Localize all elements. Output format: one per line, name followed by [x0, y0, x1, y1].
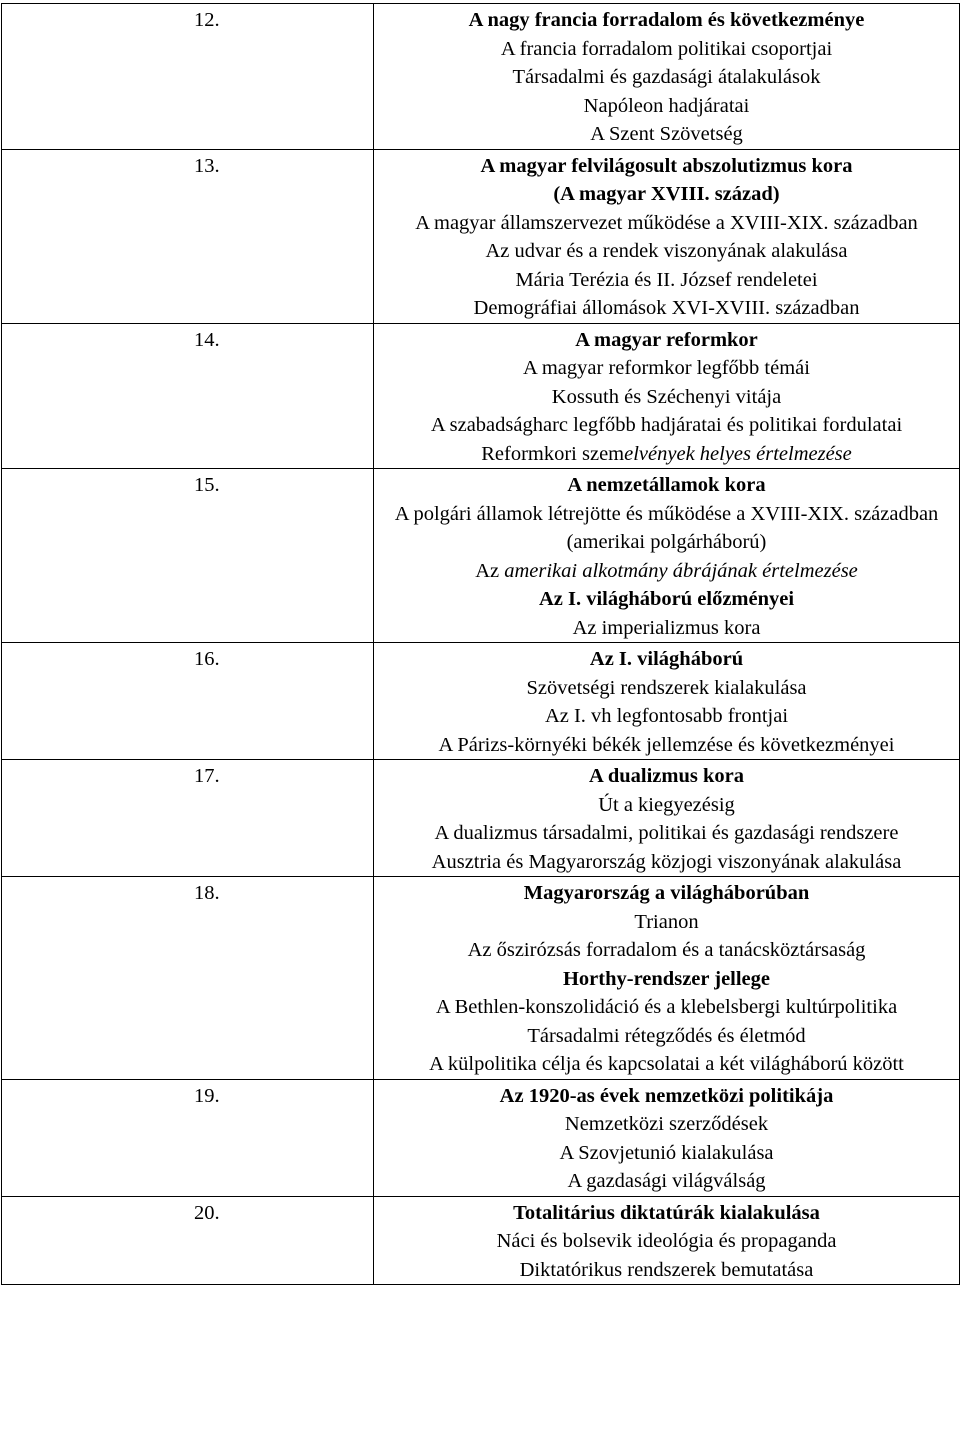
topic-subitem [388, 237, 945, 266]
topic-number: 14. [2, 323, 374, 469]
topic-subitem [388, 1050, 945, 1079]
topic-heading [388, 471, 945, 500]
line-text: Nemzetközi szerződések [564, 1113, 769, 1135]
line-text: Napóleon hadjáratai [583, 94, 750, 117]
topic-heading [388, 645, 945, 674]
line-text: A Párizs-környéki békék jellemzése és következményei [438, 733, 895, 756]
topic-subitem [388, 848, 945, 877]
line-text: Szövetségi rendszerek kialakulása [526, 676, 807, 699]
topic-content [374, 1079, 960, 1196]
line-text: Az 1920-as évek nemzetközi politikája [499, 1084, 834, 1107]
line-text: Az I. vh legfontosabb frontjai [544, 705, 789, 727]
line-text: A francia forradalom politikai csoportjai [500, 37, 833, 60]
topic-heading [388, 152, 945, 181]
topic-content [374, 643, 960, 760]
line-text: A Bethlen-konszolidáció és a klebelsbergi kultúrpolitika [435, 996, 898, 1018]
topic-row [2, 149, 960, 323]
line-text-italic: elvények helyes értelmezése [624, 442, 852, 465]
topic-heading [388, 6, 945, 35]
topic-subitem [388, 440, 945, 469]
line-text: Az imperializmus kora [572, 616, 761, 639]
topic-row [2, 877, 960, 1080]
topic-heading [388, 1082, 945, 1111]
line-text: Horthy-rendszer jellege [562, 967, 771, 990]
topic-subitem [388, 1110, 945, 1139]
topic-subitem [388, 1022, 945, 1051]
topic-content [374, 149, 960, 323]
topic-heading [388, 180, 945, 209]
line-text: Diktatórikus rendszerek bemutatása [519, 1258, 814, 1281]
topic-heading [388, 326, 945, 355]
topic-subitem [388, 908, 945, 937]
topic-content [374, 1196, 960, 1285]
topic-number: 15. [2, 469, 374, 643]
line-text: A gazdasági világválság [567, 1170, 766, 1192]
line-text: A polgári államok létrejötte és működése a XVIII-XIX. században (amerikai polgárháború) [394, 502, 939, 553]
line-text: Reformkori szem [481, 442, 625, 465]
topic-table [1, 3, 960, 1285]
topic-row [2, 643, 960, 760]
topic-subitem [388, 674, 945, 703]
topic-subitem [388, 702, 945, 731]
topic-content [374, 877, 960, 1080]
topic-number: 20. [2, 1196, 374, 1285]
line-text: A magyar felvilágosult abszolutizmus kora [480, 154, 853, 177]
topic-heading [388, 879, 945, 908]
topic-number: 18. [2, 877, 374, 1080]
topic-subitem [388, 1139, 945, 1168]
topic-subitem [388, 209, 945, 238]
topic-subitem [388, 557, 945, 586]
line-text: Mária Terézia és II. József rendeletei [515, 268, 818, 291]
topic-number: 16. [2, 643, 374, 760]
topic-number: 12. [2, 4, 374, 150]
topic-heading [388, 585, 945, 614]
topic-subitem [388, 791, 945, 820]
line-text: A dualizmus kora [589, 765, 744, 787]
line-text: Út a kiegyezésig [598, 793, 735, 816]
line-text: Náci és bolsevik ideológia és propaganda [496, 1230, 837, 1252]
line-text: Totalitárius diktatúrák kialakulása [513, 1201, 820, 1224]
topic-content [374, 760, 960, 877]
topic-subitem [388, 411, 945, 440]
topic-subitem [388, 354, 945, 383]
line-text: A Szovjetunió kialakulása [559, 1141, 774, 1164]
line-text: Az őszirózsás forradalom és a tanácsköztársaság [467, 939, 866, 961]
topic-row [2, 4, 960, 150]
topic-subitem [388, 120, 945, 149]
topic-subitem [388, 92, 945, 121]
line-text: Társadalmi és gazdasági átalakulások [512, 66, 821, 88]
topic-subitem [388, 614, 945, 643]
topic-subitem [388, 993, 945, 1022]
topic-subitem [388, 819, 945, 848]
topic-content [374, 4, 960, 150]
topic-subitem [388, 1227, 945, 1256]
line-text: A dualizmus társadalmi, politikai és gazdasági rendszere [434, 822, 899, 844]
line-text: Az I. világháború előzményei [538, 588, 795, 610]
line-text: Demográfiai állomások XVI-XVIII. században [473, 297, 860, 319]
line-text: Magyarország a világháborúban [523, 882, 810, 904]
topic-subitem [388, 294, 945, 323]
topic-subitem [388, 383, 945, 412]
line-text-italic: amerikai alkotmány ábrájának értelmezése [504, 559, 858, 582]
topic-subitem [388, 731, 945, 760]
line-text: A magyar reformkor legfőbb témái [523, 357, 810, 379]
topic-row [2, 1196, 960, 1285]
topic-number: 13. [2, 149, 374, 323]
topic-subitem [388, 35, 945, 64]
topic-heading [388, 762, 945, 791]
topic-table-body [2, 4, 960, 1285]
line-text: A nemzetállamok kora [567, 474, 766, 496]
topic-content [374, 323, 960, 469]
line-text: A magyar reformkor [575, 328, 758, 351]
topic-heading [388, 965, 945, 994]
line-text: A magyar államszervezet működése a XVIII-XIX. században [415, 211, 918, 234]
topic-row [2, 323, 960, 469]
topic-row [2, 760, 960, 877]
topic-number: 19. [2, 1079, 374, 1196]
line-text: Az udvar és a rendek viszonyának alakulása [485, 240, 848, 262]
topic-row [2, 1079, 960, 1196]
line-text: Társadalmi rétegződés és életmód [527, 1024, 806, 1047]
line-text: A külpolitika célja és kapcsolatai a két világháború között [429, 1053, 904, 1075]
topic-content [374, 469, 960, 643]
line-text: A Szent Szövetség [590, 123, 743, 145]
topic-subitem [388, 936, 945, 965]
topic-heading [388, 1199, 945, 1228]
topic-subitem [388, 1256, 945, 1285]
topic-subitem [388, 500, 945, 557]
topic-row [2, 469, 960, 643]
line-text: (A magyar XVIII. század) [553, 183, 780, 205]
topic-subitem [388, 266, 945, 295]
line-text: Az [475, 559, 505, 582]
line-text: Ausztria és Magyarország közjogi viszonyának alakulása [431, 850, 902, 873]
line-text: Trianon [634, 910, 699, 933]
topic-number: 17. [2, 760, 374, 877]
topic-subitem [388, 1167, 945, 1196]
line-text: Kossuth és Széchenyi vitája [551, 385, 782, 408]
topic-subitem [388, 63, 945, 92]
line-text: A nagy francia forradalom és következménye [468, 9, 865, 31]
line-text: A szabadságharc legfőbb hadjáratai és politikai fordulatai [430, 414, 903, 436]
line-text: Az I. világháború [589, 648, 744, 670]
